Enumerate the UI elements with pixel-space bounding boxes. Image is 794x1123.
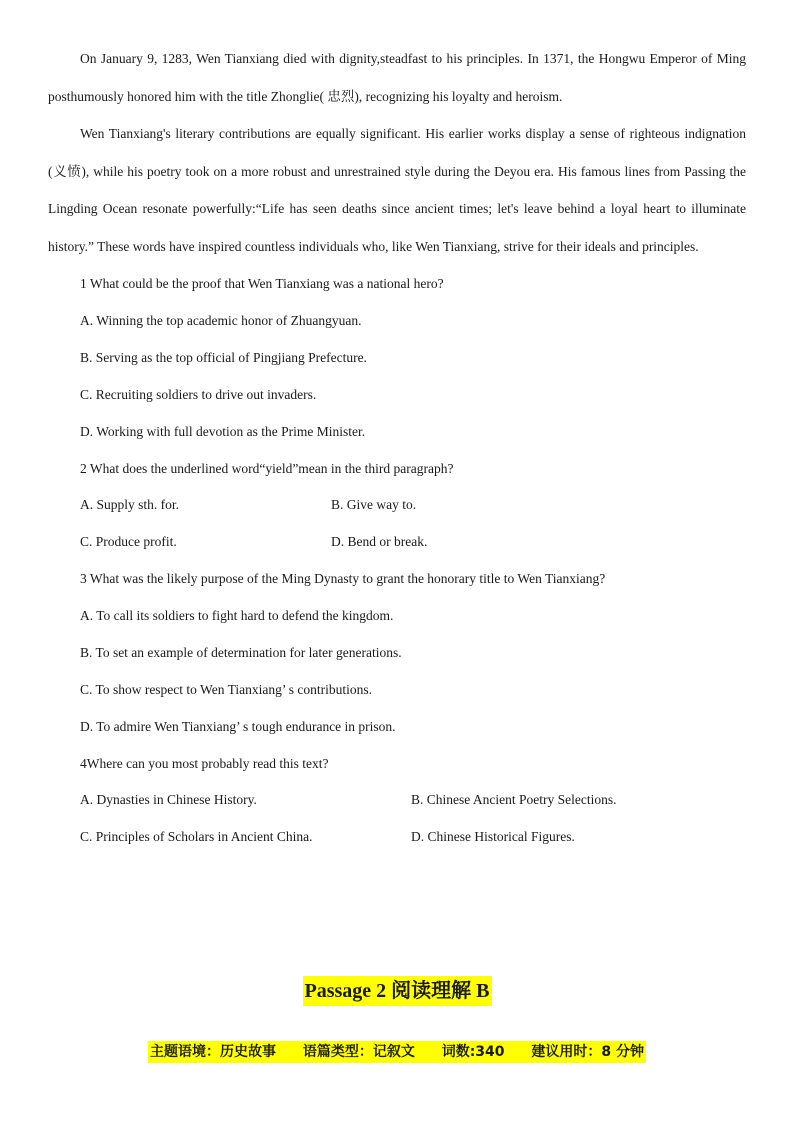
section-title: Passage 2 阅读理解 B xyxy=(303,976,492,1006)
question-stem: 4Where can you most probably read this text? xyxy=(80,756,329,771)
option-c: C. To show respect to Wen Tianxiang’ s contributions. xyxy=(80,682,372,697)
option-a: A. Dynasties in Chinese History. xyxy=(80,792,257,807)
option-c: C. Recruiting soldiers to drive out invaders. xyxy=(80,387,317,402)
paragraph-1: On January 9, 1283, Wen Tianxiang died with dignity,steadfast to his principles. In 1371, the Hongwu Emperor of Ming posthumously honored him with the title Zhonglie( 忠烈), recognizing his loyalty and heroism. xyxy=(48,51,746,104)
option-b: B. Serving as the top official of Pingjiang Prefecture. xyxy=(80,350,367,365)
question-stem: 3 What was the likely purpose of the Ming Dynasty to grant the honorary title to Wen Tianxiang? xyxy=(80,571,606,586)
question-stem: 1 What could be the proof that Wen Tianxiang was a national hero? xyxy=(80,276,444,291)
question-3 xyxy=(48,560,746,745)
question-2 xyxy=(48,450,746,560)
option-a: A. Winning the top academic honor of Zhuangyuan. xyxy=(80,313,362,328)
option-a: A. To call its soldiers to fight hard to defend the kingdom. xyxy=(80,608,394,623)
option-row xyxy=(48,524,746,561)
meta-theme: 主题语境：历史故事 xyxy=(149,1044,276,1060)
document-body xyxy=(48,40,746,855)
meta-word-count: 词数:340 xyxy=(441,1044,505,1060)
passage-meta-wrap xyxy=(0,1041,794,1063)
option-b: B. Give way to. xyxy=(331,497,417,512)
paragraph-2: Wen Tianxiang's literary contributions are equally significant. His earlier works display a sense of righteous indignation (义愤), while his poetry took on a more robust and unrestrained style during the Deyou era. His famous lines from Passing the Lingding Ocean resonate powerfully:“Life has seen deaths since ancient times; let's leave behind a loyal heart to illuminate history.” These words have inspired countless individuals who, like Wen Tianxiang, strive for their ideals and principles. xyxy=(48,126,746,254)
option-row xyxy=(48,782,746,819)
option-d: D. To admire Wen Tianxiang’ s tough endurance in prison. xyxy=(80,719,396,734)
option-d: D. Bend or break. xyxy=(331,533,428,549)
option-c: C. Principles of Scholars in Ancient China. xyxy=(80,828,313,844)
question-1 xyxy=(48,265,746,450)
meta-suggested-time: 建议用时：8 分钟 xyxy=(531,1044,645,1060)
passage-meta xyxy=(148,1041,646,1063)
question-stem: 2 What does the underlined word“yield”mean in the third paragraph? xyxy=(80,461,454,476)
option-b: B. To set an example of determination for later generations. xyxy=(80,645,402,660)
option-row xyxy=(48,819,746,856)
option-d: D. Chinese Historical Figures. xyxy=(411,828,575,844)
section-title-wrap xyxy=(0,976,794,1006)
option-c: C. Produce profit. xyxy=(80,533,177,549)
option-b: B. Chinese Ancient Poetry Selections. xyxy=(411,792,617,807)
option-a: A. Supply sth. for. xyxy=(80,497,180,512)
question-4 xyxy=(48,745,746,855)
option-d: D. Working with full devotion as the Prime Minister. xyxy=(80,424,366,439)
meta-genre: 语篇类型：记叙文 xyxy=(302,1044,415,1060)
option-row xyxy=(48,487,746,524)
